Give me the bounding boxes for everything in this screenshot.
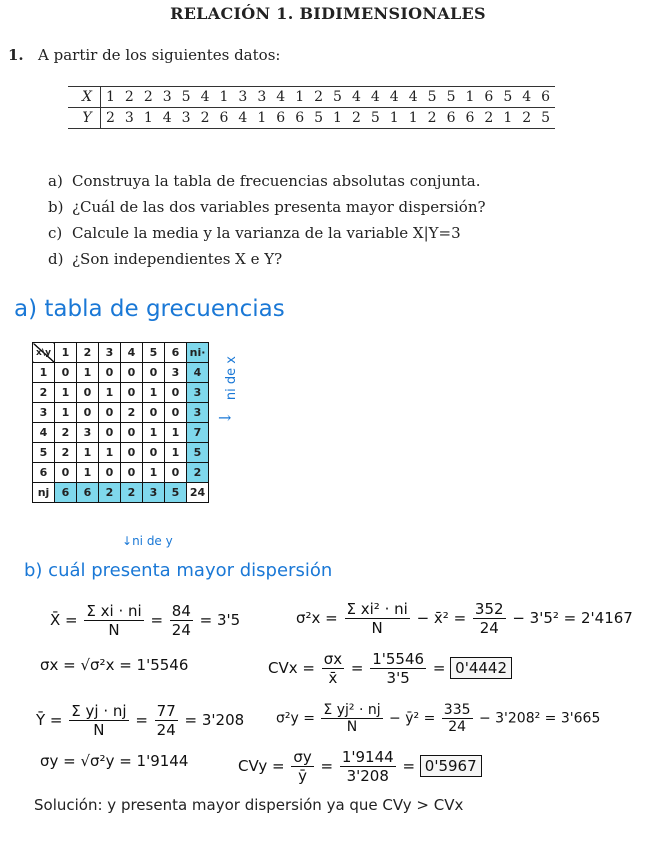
- row-label-y: Y: [68, 108, 100, 129]
- y-value-cell: 4: [238, 110, 248, 126]
- y-value-cell: 2: [200, 110, 210, 126]
- problem-text: A partir de los siguientes datos:: [38, 46, 281, 64]
- freq-nj-cell: 2: [121, 483, 143, 503]
- freq-cell: 0: [121, 463, 143, 483]
- freq-cell: 0: [99, 363, 121, 383]
- freq-col-header: ni·: [187, 343, 209, 363]
- x-value-cell: 2: [139, 87, 158, 108]
- y-value-cell: 5: [314, 110, 324, 126]
- freq-row: [33, 443, 209, 463]
- cv-y-box: 0'5967: [420, 755, 482, 777]
- freq-cell: 2: [55, 423, 77, 443]
- variance-x-line: σ²x = $\frac{\text{Σ xi² · ni}}{N}$ − x̄² = $\frac{352}{24}$ − 3'5² = 2'4167: [296, 600, 633, 637]
- question-d: d) ¿Son independientes X e Y?: [48, 250, 283, 268]
- freq-ni-cell: 7: [187, 423, 209, 443]
- freq-cell: 1: [99, 383, 121, 403]
- freq-row: [33, 363, 209, 383]
- freq-nj-cell: 6: [77, 483, 99, 503]
- y-value-cell: 6: [446, 110, 456, 126]
- std-x-line: σx = √σ²x = 1'5546: [40, 656, 189, 674]
- y-value-cell: 2: [484, 110, 494, 126]
- y-value-cell: 6: [295, 110, 305, 126]
- freq-nj-cell: 2: [99, 483, 121, 503]
- freq-cell: 3: [165, 363, 187, 383]
- x-value-cell: 4: [517, 87, 536, 108]
- y-value-cell: 2: [522, 110, 532, 126]
- freq-cell: 0: [121, 423, 143, 443]
- x-value-cell: 6: [479, 87, 498, 108]
- freq-nj-cell: 3: [143, 483, 165, 503]
- x-value-cell: 4: [271, 87, 290, 108]
- row-label-x: X: [68, 87, 100, 108]
- x-value-cell: 4: [196, 87, 215, 108]
- section-a-heading: a) tabla de grecuencias: [14, 296, 285, 322]
- freq-row: [33, 403, 209, 423]
- x-value-cell: 4: [366, 87, 385, 108]
- freq-cell: 0: [77, 383, 99, 403]
- nj-label: ↓ni de y: [122, 534, 173, 548]
- x-value-cell: 4: [385, 87, 404, 108]
- freq-cell: 2: [55, 443, 77, 463]
- freq-row-header: 4: [33, 423, 55, 443]
- y-value-cell: 1: [257, 110, 267, 126]
- problem-number: 1.: [8, 46, 24, 64]
- freq-corner-cell: x\y: [33, 343, 55, 363]
- y-value-cell: 1: [389, 110, 399, 126]
- freq-cell: 1: [143, 383, 165, 403]
- x-value-cell: 1: [290, 87, 309, 108]
- freq-nj-label: nj: [33, 483, 55, 503]
- freq-cell: 1: [77, 443, 99, 463]
- y-value-cell: 2: [427, 110, 437, 126]
- y-value-cell: 3: [181, 110, 191, 126]
- y-value-cell: 2: [351, 110, 361, 126]
- freq-row-header: 3: [33, 403, 55, 423]
- freq-cell: 0: [121, 383, 143, 403]
- freq-nj-cell: 5: [165, 483, 187, 503]
- cv-x-line: CVx = $\frac{\sigma x}{x̄}$ = $\frac{1'5546}{3'5}$ = 0'4442: [268, 650, 512, 687]
- freq-col-header: 6: [165, 343, 187, 363]
- freq-col-header: 3: [99, 343, 121, 363]
- std-y-line: σy = √σ²y = 1'9144: [40, 752, 189, 770]
- x-value-cell: 3: [252, 87, 271, 108]
- x-value-cell: 1: [460, 87, 479, 108]
- freq-cell: 1: [143, 463, 165, 483]
- x-value-cell: 5: [498, 87, 517, 108]
- solution-text: Solución: y presenta mayor dispersión ya que CVy > CVx: [34, 796, 464, 814]
- x-value-cell: 2: [120, 87, 139, 108]
- freq-cell: 2: [121, 403, 143, 423]
- y-value-cell: 6: [276, 110, 286, 126]
- y-value-cell: 5: [541, 110, 551, 126]
- freq-row: [33, 463, 209, 483]
- freq-cell: 3: [77, 423, 99, 443]
- y-value-cell: 1: [143, 110, 153, 126]
- x-value-cell: 4: [347, 87, 366, 108]
- x-value-cell: 5: [423, 87, 442, 108]
- question-a: a) Construya la tabla de frecuencias absolutas conjunta.: [48, 172, 481, 190]
- mean-y-line: Ȳ = $\frac{\text{Σ yj · nj}}{N}$ = $\frac{77}{24}$ = 3'208: [36, 702, 245, 739]
- frequency-table: [32, 342, 209, 503]
- variance-y-line: σ²y = $\frac{\text{Σ yj² · nj}}{N}$ − ȳ² = $\frac{335}{24}$ − 3'208² = 3'665: [276, 702, 601, 735]
- freq-cell: 0: [165, 383, 187, 403]
- y-value-cell: 6: [465, 110, 475, 126]
- freq-cell: 0: [99, 403, 121, 423]
- freq-ni-cell: 3: [187, 403, 209, 423]
- freq-row-header: 6: [33, 463, 55, 483]
- freq-nj-row: [33, 483, 209, 503]
- y-value-cell: 5: [370, 110, 380, 126]
- y-value-cell: 6: [219, 110, 229, 126]
- freq-cell: 0: [143, 403, 165, 423]
- x-value-cell: 5: [442, 87, 461, 108]
- freq-cell: 0: [55, 363, 77, 383]
- x-value-cell: 1: [215, 87, 234, 108]
- y-value-cell: 1: [333, 110, 342, 126]
- x-value-cell: 5: [177, 87, 196, 108]
- freq-cell: 0: [55, 463, 77, 483]
- data-table: [68, 86, 555, 129]
- ni-label: ni de x: [224, 356, 239, 401]
- y-value-cell: 1: [408, 110, 418, 126]
- freq-cell: 1: [55, 403, 77, 423]
- question-c: c) Calcule la media y la varianza de la variable X|Y=3: [48, 224, 461, 242]
- freq-cell: 1: [165, 423, 187, 443]
- freq-cell: 0: [99, 423, 121, 443]
- y-value-cell: 1: [503, 110, 513, 126]
- arrow-right-icon: →: [218, 408, 232, 427]
- freq-ni-cell: 3: [187, 383, 209, 403]
- freq-cell: 0: [77, 403, 99, 423]
- freq-col-header: 1: [55, 343, 77, 363]
- freq-cell: 1: [165, 443, 187, 463]
- section-b-heading: b) cuál presenta mayor dispersión: [24, 560, 333, 581]
- freq-row-header: 5: [33, 443, 55, 463]
- freq-col-header: 2: [77, 343, 99, 363]
- freq-cell: 0: [99, 463, 121, 483]
- cv-x-box: 0'4442: [450, 657, 512, 679]
- freq-header-row: [33, 343, 209, 363]
- freq-cell: 0: [143, 443, 165, 463]
- freq-nj-cell: 6: [55, 483, 77, 503]
- cv-y-line: CVy = $\frac{\sigma y}{ȳ}$ = $\frac{1'9144}{3'208}$ = 0'5967: [238, 748, 482, 785]
- freq-cell: 0: [121, 363, 143, 383]
- question-list: [48, 168, 486, 272]
- x-value-cell: 5: [328, 87, 347, 108]
- x-value-cell: 3: [233, 87, 252, 108]
- y-value-cell: 3: [124, 110, 134, 126]
- x-value-cell: 4: [404, 87, 423, 108]
- freq-cell: 0: [165, 403, 187, 423]
- freq-cell: 0: [121, 443, 143, 463]
- question-b: b) ¿Cuál de las dos variables presenta mayor dispersión?: [48, 198, 486, 216]
- x-value-cell: 6: [536, 87, 555, 108]
- x-value-cell: 3: [158, 87, 177, 108]
- x-value-cell: 1: [100, 87, 119, 108]
- freq-ni-cell: 2: [187, 463, 209, 483]
- freq-cell: 0: [143, 363, 165, 383]
- freq-col-header: 4: [121, 343, 143, 363]
- freq-col-header: 5: [143, 343, 165, 363]
- freq-cell: 0: [165, 463, 187, 483]
- y-value-cell: 2: [105, 110, 115, 126]
- freq-ni-cell: 5: [187, 443, 209, 463]
- freq-row-header: 1: [33, 363, 55, 383]
- y-value-cell: 4: [162, 110, 172, 126]
- freq-row: [33, 423, 209, 443]
- freq-total-cell: 24: [187, 483, 209, 503]
- freq-cell: 1: [77, 463, 99, 483]
- freq-row-header: 2: [33, 383, 55, 403]
- page-title: RELACIÓN 1. BIDIMENSIONALES: [170, 4, 486, 23]
- mean-x-line: X̄ = $\frac{\text{Σ xi · ni}}{N}$ = $\frac{84}{24}$ = 3'5: [50, 602, 241, 639]
- freq-row: [33, 383, 209, 403]
- x-value-cell: 2: [309, 87, 328, 108]
- freq-cell: 1: [77, 363, 99, 383]
- arrow-down-icon: ↓: [122, 534, 133, 548]
- freq-cell: 1: [55, 383, 77, 403]
- freq-cell: 1: [99, 443, 121, 463]
- freq-ni-cell: 4: [187, 363, 209, 383]
- freq-cell: 1: [143, 423, 165, 443]
